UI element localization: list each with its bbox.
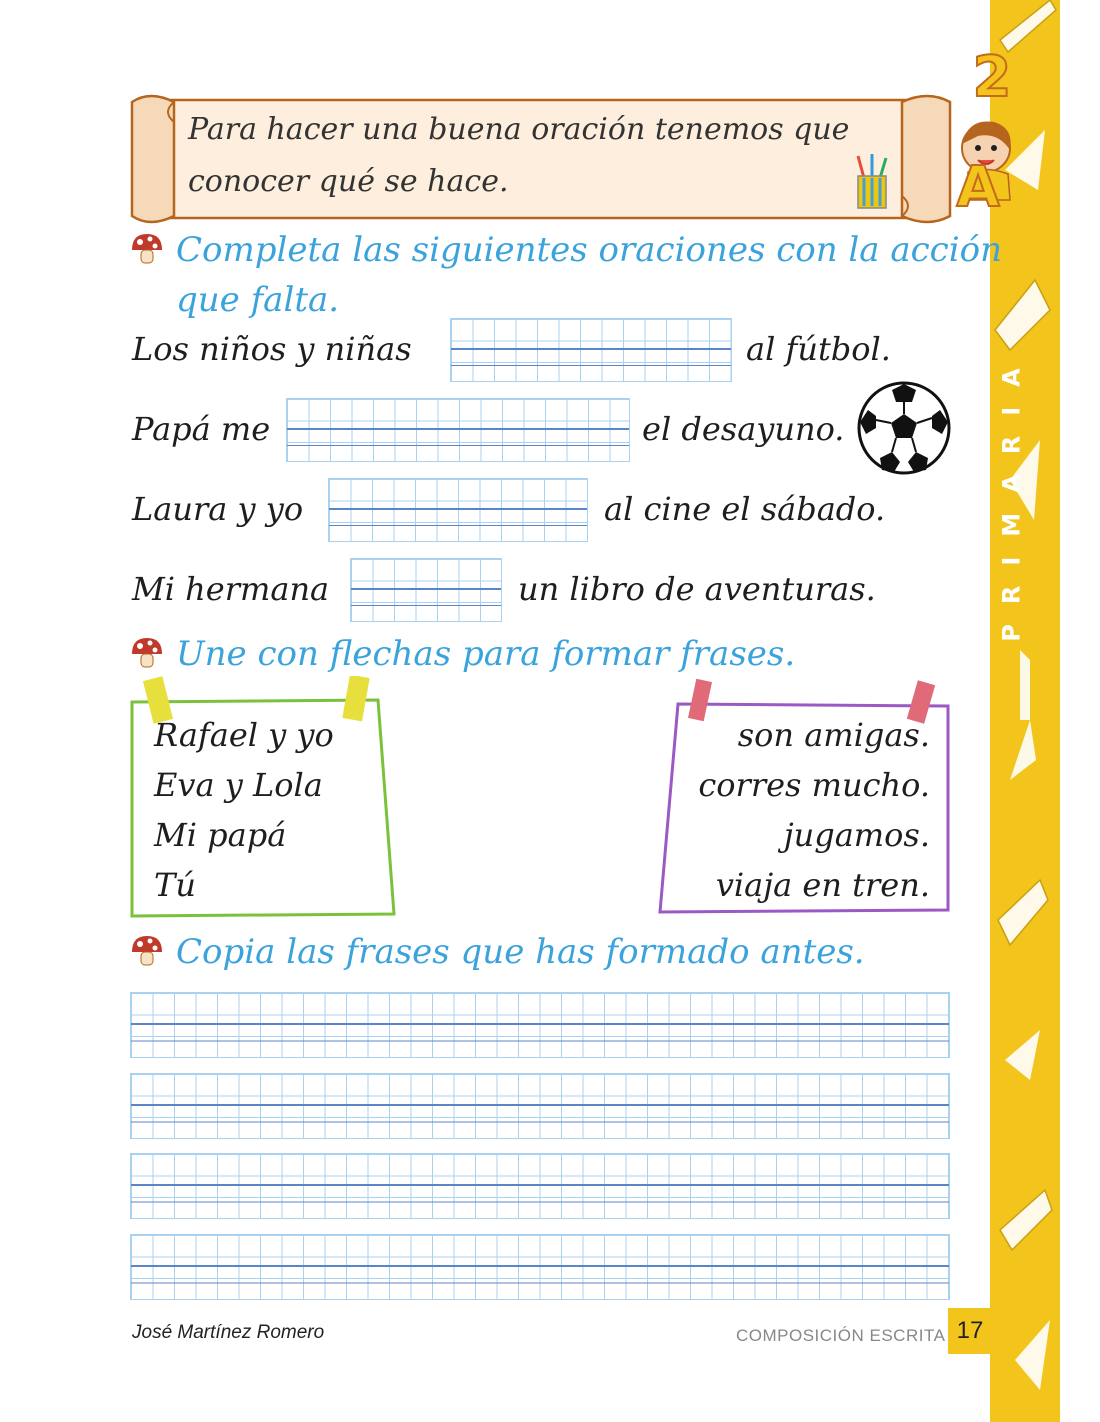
left-items: [154, 710, 334, 910]
instruction-2: Une con flechas para formar frases.: [176, 634, 796, 674]
right-items: [660, 710, 930, 910]
grade-number: 2: [972, 45, 1012, 110]
sentence-4-after: un libro de aventuras.: [518, 570, 876, 608]
sentence-1-before: Los niños y niñas: [132, 330, 412, 368]
writing-blank-2[interactable]: [286, 398, 630, 462]
copy-line-1[interactable]: [130, 992, 950, 1058]
level-letter: A: [956, 155, 1000, 220]
sentence-3-after: al cine el sábado.: [604, 490, 886, 528]
sentence-4-before: Mi hermana: [132, 570, 330, 608]
mushroom-icon: [130, 636, 164, 670]
page-number: 17: [948, 1308, 992, 1354]
copy-line-2[interactable]: [130, 1073, 950, 1139]
vertical-label: PRIMARIA: [998, 348, 1027, 642]
instruction-3: Copia las frases que has formado antes.: [176, 932, 865, 972]
right-item[interactable]: viaja en tren.: [715, 866, 930, 904]
left-item[interactable]: Eva y Lola: [154, 766, 323, 804]
right-item[interactable]: corres mucho.: [698, 766, 930, 804]
soccer-ball-icon: [856, 380, 952, 476]
sentence-3-before: Laura y yo: [132, 490, 304, 528]
mushroom-icon: [130, 232, 164, 266]
writing-blank-4[interactable]: [350, 558, 502, 622]
sentence-1-after: al fútbol.: [746, 330, 891, 368]
left-item[interactable]: Mi papá: [154, 816, 287, 854]
subject-label: COMPOSICIÓN ESCRITA: [736, 1326, 946, 1345]
left-item[interactable]: Rafael y yo: [154, 716, 334, 754]
sentence-2-after: el desayuno.: [642, 410, 845, 448]
writing-blank-1[interactable]: [450, 318, 732, 382]
copy-line-3[interactable]: [130, 1153, 950, 1219]
right-item[interactable]: son amigas.: [737, 716, 930, 754]
writing-blank-3[interactable]: [328, 478, 588, 542]
banner-text: Para hacer una buena oración tenemos que conocer qué se hace.: [188, 112, 850, 199]
left-item[interactable]: Tú: [154, 866, 196, 904]
instruction-1: Completa las siguientes oraciones con la acción: [176, 230, 1002, 270]
author-name: José Martínez Romero: [132, 1322, 325, 1343]
instruction-1-continued: que falta.: [176, 280, 340, 320]
right-item[interactable]: jugamos.: [783, 816, 930, 854]
pencil-cup-icon: [852, 152, 892, 210]
sentence-2-before: Papá me: [132, 410, 271, 448]
mushroom-icon: [130, 934, 164, 968]
copy-line-4[interactable]: [130, 1234, 950, 1300]
